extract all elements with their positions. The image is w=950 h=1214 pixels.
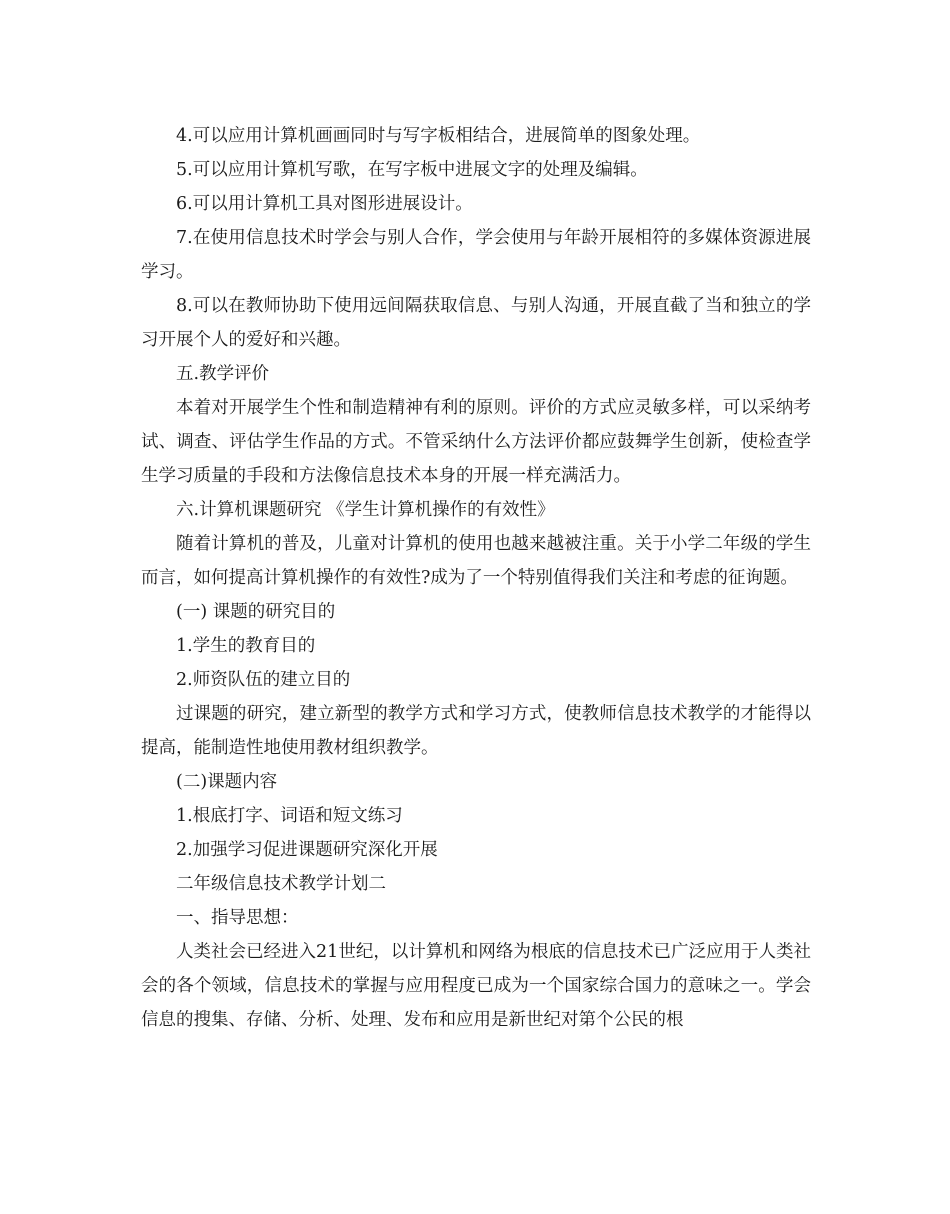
- paragraph-guiding-thought: 人类社会已经进入21世纪，以计算机和网络为根底的信息技术已广泛应用于人类社会的各个领域，信息技术的掌握与应用程度已成为一个国家综合国力的意味之一。学会信息的搜集、存储、分析、处理、发布和应用是新世纪对第个公民的根: [141, 942, 811, 1030]
- goal-item-1: 1.学生的教育目的: [176, 636, 316, 656]
- paragraph-item-5: 5.可以应用计算机写歌，在写字板中进展文字的处理及编辑。: [176, 160, 648, 180]
- paragraph-evaluation: 本着对开展学生个性和制造精神有利的原则。评价的方式应灵敏多样，可以采纳考试、调查、评估学生作品的方式。不管采纳什么方法评价都应鼓舞学生创新，使检查学生学习质量的手段和方法像信息技术本身的开展一样充满活力。: [141, 398, 811, 486]
- section-heading-guiding-thought: 一、指导思想：: [176, 908, 299, 928]
- goal-item-2: 2.师资队伍的建立目的: [176, 670, 351, 690]
- plan-title: 二年级信息技术教学计划二: [176, 874, 386, 894]
- paragraph-item-7: 7.在使用信息技术时学会与别人合作，学会使用与年龄开展相符的多媒体资源进展学习。: [141, 228, 811, 282]
- content-item-1: 1.根底打字、词语和短文练习: [176, 806, 403, 826]
- paragraph-research-goal: 过课题的研究，建立新型的教学方式和学习方式，使教师信息技术教学的才能得以提高，能制造性地使用教材组织教学。: [141, 704, 811, 758]
- subheading-research-goal: (一) 课题的研究目的: [176, 602, 336, 622]
- document-body: [141, 119, 811, 1037]
- paragraph-item-6: 6.可以用计算机工具对图形进展设计。: [176, 194, 473, 214]
- section-heading-evaluation: 五.教学评价: [176, 364, 270, 384]
- paragraph-research-intro: 随着计算机的普及，儿童对计算机的使用也越来越被注重。关于小学二年级的学生而言，如何提高计算机操作的有效性?成为了一个特别值得我们关注和考虑的征询题。: [141, 534, 811, 588]
- subheading-research-content: (二)课题内容: [176, 772, 278, 792]
- content-item-2: 2.加强学习促进课题研究深化开展: [176, 840, 438, 860]
- paragraph-item-4: 4.可以应用计算机画画同时与写字板相结合，进展简单的图象处理。: [176, 126, 701, 146]
- paragraph-item-8: 8.可以在教师协助下使用远间隔获取信息、与别人沟通，开展直截了当和独立的学习开展个人的爱好和兴趣。: [141, 296, 811, 350]
- section-heading-research: 六.计算机课题研究 《学生计算机操作的有效性》: [176, 500, 555, 520]
